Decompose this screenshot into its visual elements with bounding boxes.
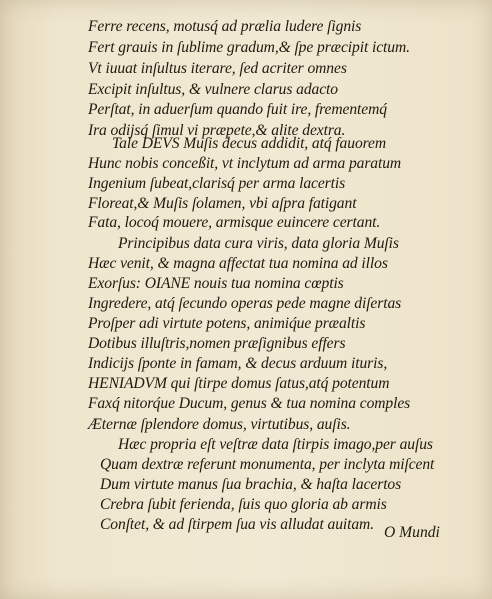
catchword: O Mundi (384, 524, 440, 541)
poem-line: Æternæ ſplendore domus, virtutibus, auſis. (88, 416, 351, 433)
poem-line: Crebra ſubit ferienda, ſuis quo gloria ab armis (100, 496, 387, 513)
poem-line: Hæc propria eſt veſtræ data ſtirpis imago,per auſus (118, 436, 433, 453)
poem-line: Hæc venit, & magna affectat tua nomina ad illos (88, 255, 388, 272)
poem-line: Ira odijsq́ ſimul vi præpete,& alite dextra. (88, 122, 346, 139)
poem-line: Principibus data cura viris, data gloria Muſis (118, 235, 399, 252)
poem-line: Fert grauis in ſublime gradum,& ſpe præcipit ictum. (88, 39, 410, 56)
poem-line: Vt iuuat inſultus iterare, ſed acriter omnes (88, 60, 347, 77)
poem-line: Dum virtute manus ſua brachia, & haſta lacertos (100, 476, 402, 493)
poem-line: Ingenium ſubeat,clarisq́ per arma lacertis (88, 175, 346, 192)
poem-line: Ingredere, atq́ ſecundo operas pede magne diſertas (88, 295, 402, 312)
poem-line: Perſtat, in aduerſum quando fuit ire, frementemq́ (88, 101, 387, 118)
poem-line: Indicijs ſponte in famam, & decus arduum ituris, (88, 355, 388, 372)
poem-line: Quam dextræ referunt monumenta, per inclyta miſcent (100, 456, 435, 473)
poem-line: Exorſus: OIANE nouis tua nomina cœptis (88, 275, 344, 292)
poem-line: Conſtet, & ad ſtirpem ſua vis alludat auitam. (100, 516, 375, 533)
poem-line: Excipit inſultus, & vulnere clarus adacto (88, 81, 338, 98)
poem-line: Faxq́ nitorq́ue Ducum, genus & tua nomina comples (88, 395, 411, 412)
poem-line: Fata, locoq́ mouere, armisque euincere certant. (88, 214, 381, 231)
poem-line: HENIADVM qui ſtirpe domus ſatus,atq́ potentum (88, 375, 390, 392)
poem-line: Proſper adi virtute potens, animiq́ue præaltis (88, 315, 366, 332)
poem-line: Hunc nobis conceßit, vt inclytum ad arma paratum (88, 155, 402, 172)
poem-line: Tale DEVS Muſis decus addidit, atq́ fauorem (112, 135, 387, 152)
poem-line: Dotibus illuſtris,nomen præſignibus effers (88, 335, 346, 352)
poem-line: Ferre recens, motusq́ ad prælia ludere ſignis (88, 18, 362, 35)
poem-line: Floreat,& Muſis ſolamen, vbi aſpra fatigant (88, 195, 357, 212)
